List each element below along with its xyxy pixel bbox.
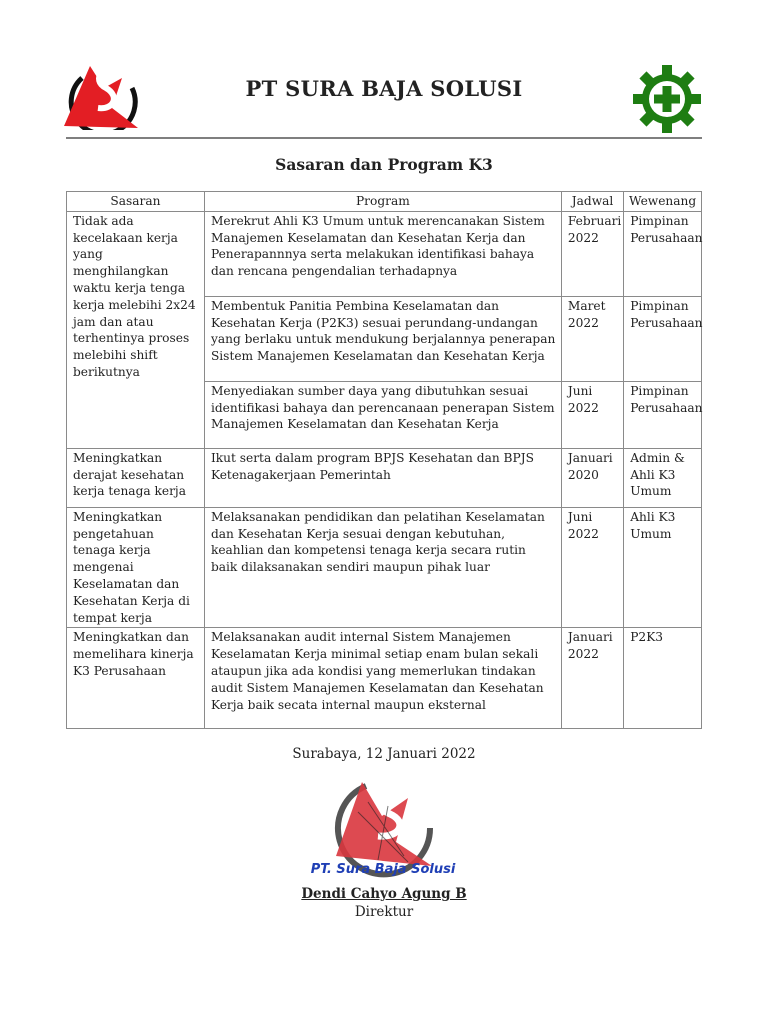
wewenang-cell: Pimpinan Perusahaan xyxy=(624,211,702,296)
table-row xyxy=(67,211,702,296)
table-row xyxy=(67,628,702,729)
program-cell: Membentuk Panitia Pembina Keselamatan dan Kesehatan Kerja (P2K3) sesuai perundang-undangan yang berlaku untuk mendukung berjalannya penerapan Sistem Manajemen Keselamatan dan Kesehatan Kerja xyxy=(204,296,561,381)
k3-program-table xyxy=(66,191,702,729)
header-wewenang: Wewenang xyxy=(624,192,702,212)
program-cell: Melaksanakan pendidikan dan pelatihan Keselamatan dan Kesehatan Kerja sesuai dengan kebutuhan, keahlian dan kompetensi tenaga kerja secara rutin baik dilaksanakan sendiri maupun pihak luar xyxy=(204,507,561,628)
company-logo xyxy=(60,58,142,130)
wewenang-cell: Pimpinan Perusahaan xyxy=(624,381,702,448)
sasaran-cell: Meningkatkan dan memelihara kinerja K3 Perusahaan xyxy=(67,628,205,729)
wewenang-cell: Pimpinan Perusahaan xyxy=(624,296,702,381)
jadwal-cell: Januari 2020 xyxy=(561,448,623,507)
wewenang-cell: Ahli K3 Umum xyxy=(624,507,702,628)
program-cell: Merekrut Ahli K3 Umum untuk merencanakan Sistem Manajemen Keselamatan dan Kesehatan Kerja dan Penerapannnya serta melakukan identifikasi bahaya dan rencana pengendalian terhadapnya xyxy=(204,211,561,296)
wewenang-cell: Admin & Ahli K3 Umum xyxy=(624,448,702,507)
program-cell: Melaksanakan audit internal Sistem Manajemen Keselamatan Kerja minimal setiap enam bulan sekali ataupun jika ada kondisi yang memerlukan tindakan audit Sistem Manajemen Keselamatan dan Kesehatan Kerja baik secata internal maupun eksternal xyxy=(204,628,561,729)
signer-name-text: Dendi Cahyo Agung B xyxy=(301,886,467,902)
program-cell: Ikut serta dalam program BPJS Kesehatan dan BPJS Ketenagakerjaan Pemerintah xyxy=(204,448,561,507)
header-program: Program xyxy=(204,192,561,212)
stamp-company-name: PT. Sura Baja Solusi xyxy=(310,862,456,877)
jadwal-cell: Januari 2022 xyxy=(561,628,623,729)
jadwal-cell: Februari 2022 xyxy=(561,211,623,296)
jadwal-cell: Juni 2022 xyxy=(561,381,623,448)
table-header-row xyxy=(67,192,702,212)
table-row xyxy=(67,448,702,507)
place-date: Surabaya, 12 Januari 2022 xyxy=(292,746,476,762)
table-row xyxy=(67,507,702,628)
signer-position: Direktur xyxy=(354,904,414,920)
program-cell: Menyediakan sumber daya yang dibutuhkan sesuai identifikasi bahaya dan perencanaan penerapan Sistem Manajemen Keselamatan dan Kesehatan Kerja xyxy=(204,381,561,448)
header-divider xyxy=(66,137,702,139)
k3-safety-gear-icon xyxy=(630,64,704,134)
sasaran-cell: Meningkatkan pengetahuan tenaga kerja mengenai Keselamatan dan Kesehatan Kerja di tempat kerja xyxy=(67,507,205,628)
header-jadwal: Jadwal xyxy=(561,192,623,212)
sasaran-cell: Tidak ada kecelakaan kerja yang menghilangkan waktu kerja tenga kerja melebihi 2x24 jam dan atau terhentinya proses melebihi shift berikutnya xyxy=(67,211,205,448)
sasaran-cell: Meningkatkan derajat kesehatan kerja tenaga kerja xyxy=(67,448,205,507)
header-sasaran: Sasaran xyxy=(67,192,205,212)
jadwal-cell: Maret 2022 xyxy=(561,296,623,381)
wewenang-cell: P2K3 xyxy=(624,628,702,729)
jadwal-cell: Juni 2022 xyxy=(561,507,623,628)
document-title: Sasaran dan Program K3 xyxy=(275,155,493,174)
company-name: PT SURA BAJA SOLUSI xyxy=(245,76,523,101)
signer-name xyxy=(66,886,702,902)
